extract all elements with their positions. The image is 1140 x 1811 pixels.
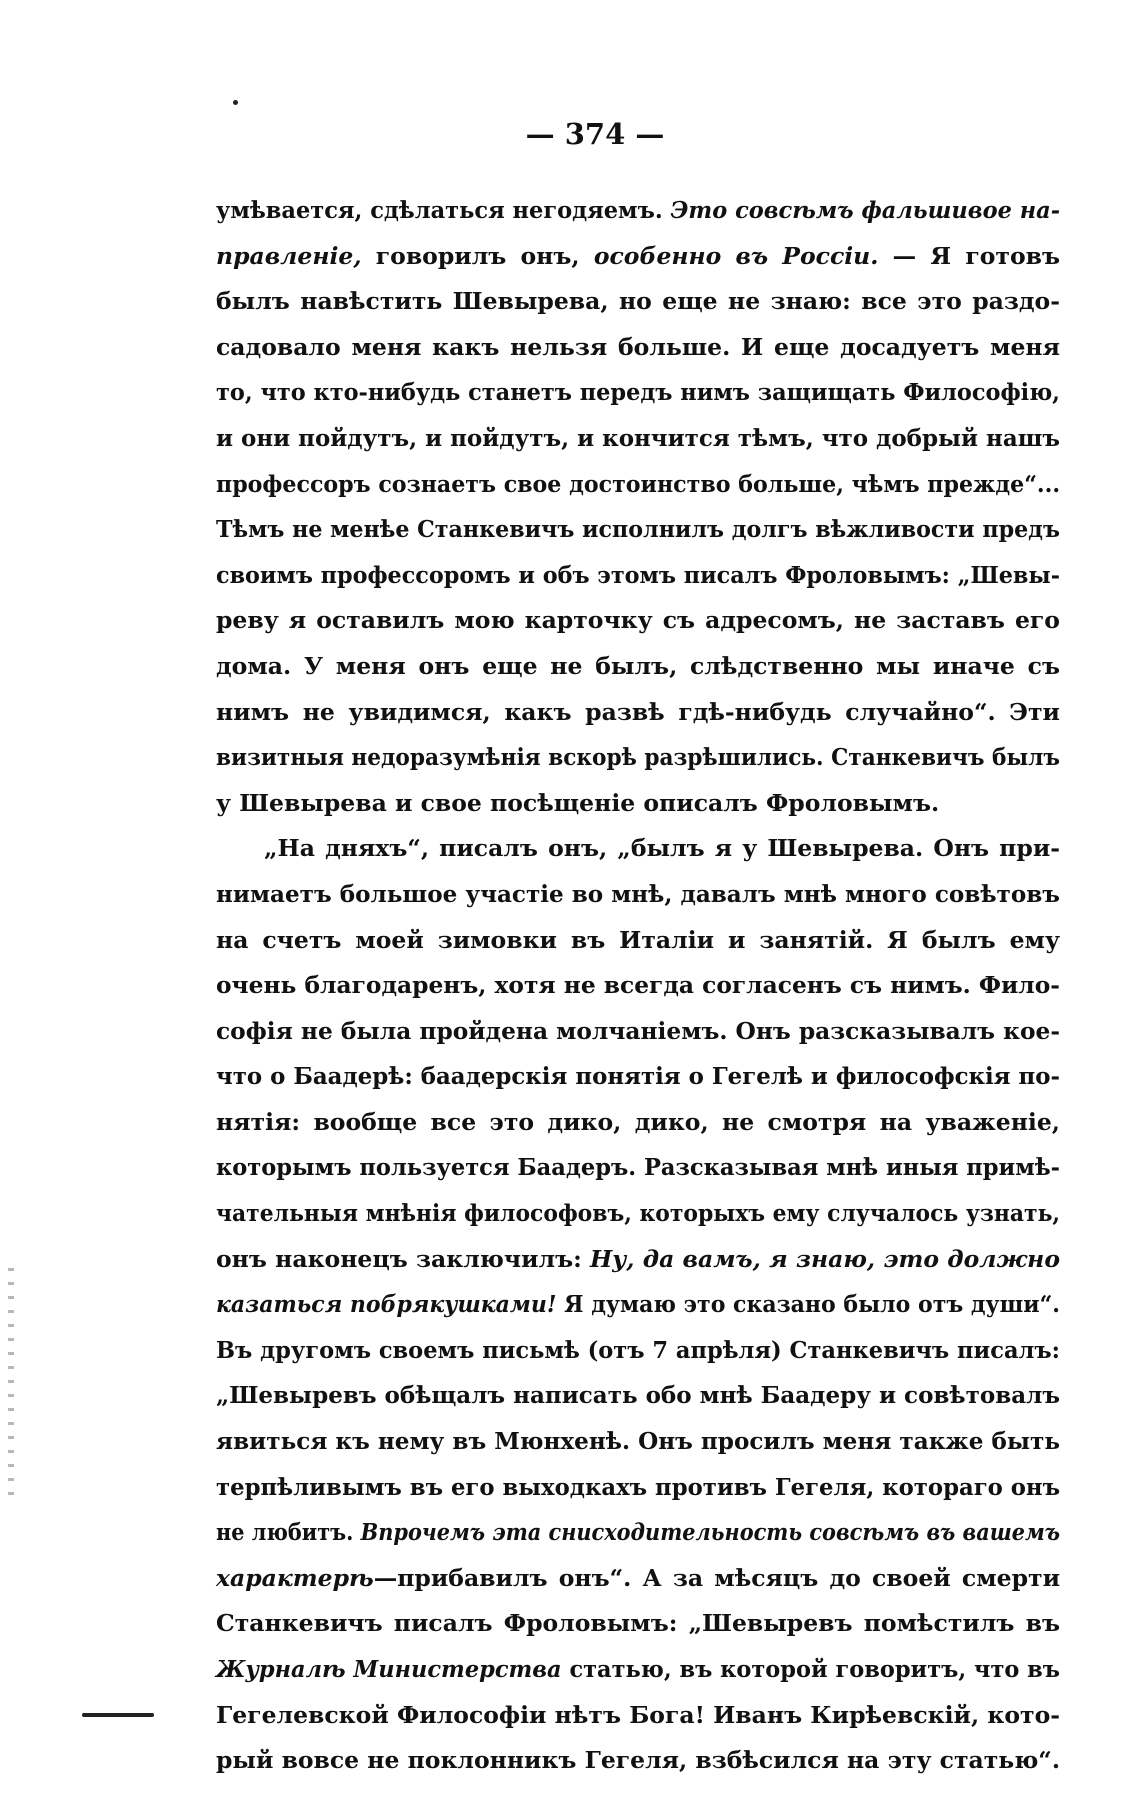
text-segment: которымъ пользуется Баадеръ. Разсказывая мнѣ иныя примѣ-: [216, 1153, 1061, 1182]
text-line: [216, 279, 1060, 325]
text-segment: явиться къ нему въ Мюнхенѣ. Онъ просилъ меня также быть: [216, 1427, 1061, 1456]
text-line: [216, 1054, 1060, 1100]
text-segment: Станкевичъ писалъ Фроловымъ: „Шевыревъ помѣстилъ въ: [216, 1609, 1060, 1638]
text-line: [216, 1556, 1060, 1602]
text-segment: былъ навѣстить Шевырева, но еще не знаю: все это раздо-: [216, 287, 1060, 316]
text-segment: то, что кто-нибудь станетъ передъ нимъ защищать Философію,: [216, 378, 1060, 407]
text-segment: садовало меня какъ нельзя больше. И еще досадуетъ меня: [216, 332, 1060, 361]
text-line: [216, 1328, 1060, 1374]
text-line: [216, 1282, 1060, 1328]
italic-text: особенно въ Россіи.: [593, 241, 879, 270]
italic-text: характерѣ: [216, 1563, 374, 1592]
text-line: [216, 416, 1060, 462]
text-segment: рый вовсе не поклонникъ Гегеля, взбѣсился на эту статью“.: [216, 1746, 1060, 1775]
text-segment: онъ наконецъ заключилъ:: [216, 1244, 591, 1273]
text-segment: нимаетъ большое участіе во мнѣ, давалъ мнѣ много совѣтовъ: [216, 879, 1060, 908]
text-segment: умѣвается, сдѣлаться негодяемъ.: [216, 196, 671, 224]
text-segment: — Я готовъ: [878, 241, 1060, 270]
text-line: [216, 598, 1060, 644]
italic-text: Это совсѣмъ фальшивое на-: [670, 196, 1061, 224]
text-segment: нимъ не увидимся, какъ развѣ гдѣ-нибудь случайно“. Эти: [216, 697, 1060, 726]
text-line: [216, 325, 1060, 371]
italic-text: Ну, да вамъ, я знаю, это должно: [590, 1244, 1060, 1273]
text-line: [216, 188, 1060, 234]
margin-mark: [82, 1713, 154, 1717]
page-number: — 374 —: [525, 117, 665, 151]
text-segment: „На дняхъ“, писалъ онъ, „былъ я у Шевырева. Онъ при-: [264, 834, 1060, 863]
text-line: [216, 1145, 1060, 1191]
text-segment: терпѣливымъ въ его выходкахъ противъ Гегеля, котораго онъ: [216, 1472, 1061, 1501]
text-line: [216, 1191, 1060, 1237]
text-segment: очень благодаренъ, хотя не всегда согласенъ съ нимъ. Фило-: [216, 971, 1060, 1000]
text-line: [216, 1100, 1060, 1146]
text-segment: —прибавилъ онъ“. А за мѣсяцъ до своей смерти: [373, 1563, 1060, 1592]
text-segment: Я думаю это сказано было отъ души“.: [556, 1290, 1060, 1319]
text-segment: не любитъ.: [216, 1518, 361, 1547]
text-line: [216, 963, 1060, 1009]
text-segment: реву я оставилъ мою карточку съ адресомъ, не заставъ его: [216, 606, 1060, 635]
text-line: [216, 553, 1060, 599]
text-segment: визитныя недоразумѣнія вскорѣ разрѣшились. Станкевичъ былъ: [216, 743, 1061, 772]
italic-text: правленіе,: [216, 241, 362, 270]
text-line: [216, 735, 1060, 781]
text-line: [216, 1373, 1060, 1419]
text-line: [216, 872, 1060, 918]
text-line: [216, 1510, 1060, 1556]
text-line: [216, 918, 1060, 964]
text-segment: говорилъ онъ,: [361, 241, 594, 270]
text-segment: чательныя мнѣнія философовъ, которыхъ ему случалось узнать,: [216, 1199, 1061, 1228]
text-segment: Въ другомъ своемъ письмѣ (отъ 7 апрѣля) Станкевичъ писалъ:: [216, 1335, 1061, 1364]
text-line: [216, 234, 1060, 280]
text-line: [216, 1419, 1060, 1465]
text-line: [216, 1009, 1060, 1055]
text-segment: своимъ профессоромъ и объ этомъ писалъ Фроловымъ: „Шевы-: [216, 560, 1061, 589]
text-segment: статью, въ которой говоритъ, что въ: [561, 1655, 1061, 1683]
italic-text: казаться побрякушками!: [216, 1290, 557, 1319]
body-text: [216, 188, 1060, 1784]
italic-text: Журналѣ Министерства: [216, 1655, 562, 1683]
ink-dot: [233, 100, 238, 105]
italic-text: Впрочемъ эта снисходительность совсѣмъ въ вашемъ: [360, 1518, 1061, 1547]
text-line: [216, 1693, 1060, 1739]
text-segment: на счетъ моей зимовки въ Италіи и занятій. Я былъ ему: [216, 925, 1060, 954]
text-line: [216, 781, 1060, 827]
text-segment: у Шевырева и свое посѣщеніе описалъ Фроловымъ.: [216, 788, 940, 817]
text-line: [216, 690, 1060, 736]
text-line: [216, 644, 1060, 690]
text-segment: Гегелевской Философіи нѣтъ Бога! Иванъ Кирѣевскій, кото-: [216, 1700, 1060, 1729]
text-segment: Тѣмъ не менѣе Станкевичъ исполнилъ долгъ вѣжливости предъ: [216, 515, 1060, 544]
text-line: [216, 462, 1060, 508]
text-line: [216, 826, 1060, 872]
text-line: [216, 1237, 1060, 1283]
text-segment: софія не была пройдена молчаніемъ. Онъ разсказывалъ кое-: [216, 1016, 1060, 1045]
scan-edge-specks: [8, 1268, 14, 1498]
text-line: [216, 370, 1060, 416]
text-segment: нятія: вообще все это дико, дико, не смотря на уваженіе,: [216, 1107, 1060, 1136]
text-line: [216, 507, 1060, 553]
text-segment: что о Баадерѣ: баадерскія понятія о Гегелѣ и философскія по-: [216, 1062, 1061, 1091]
text-line: [216, 1601, 1060, 1647]
text-line: [216, 1465, 1060, 1511]
text-line: [216, 1738, 1060, 1784]
text-segment: дома. У меня онъ еще не былъ, слѣдственно мы иначе съ: [216, 651, 1060, 680]
text-segment: профессоръ сознаетъ свое достоинство больше, чѣмъ прежде“...: [216, 469, 1061, 498]
text-segment: и они пойдутъ, и пойдутъ, и кончится тѣмъ, что добрый нашъ: [216, 423, 1061, 452]
text-line: [216, 1647, 1060, 1693]
text-segment: „Шевыревъ обѣщалъ написать обо мнѣ Баадеру и совѣтовалъ: [216, 1381, 1060, 1410]
